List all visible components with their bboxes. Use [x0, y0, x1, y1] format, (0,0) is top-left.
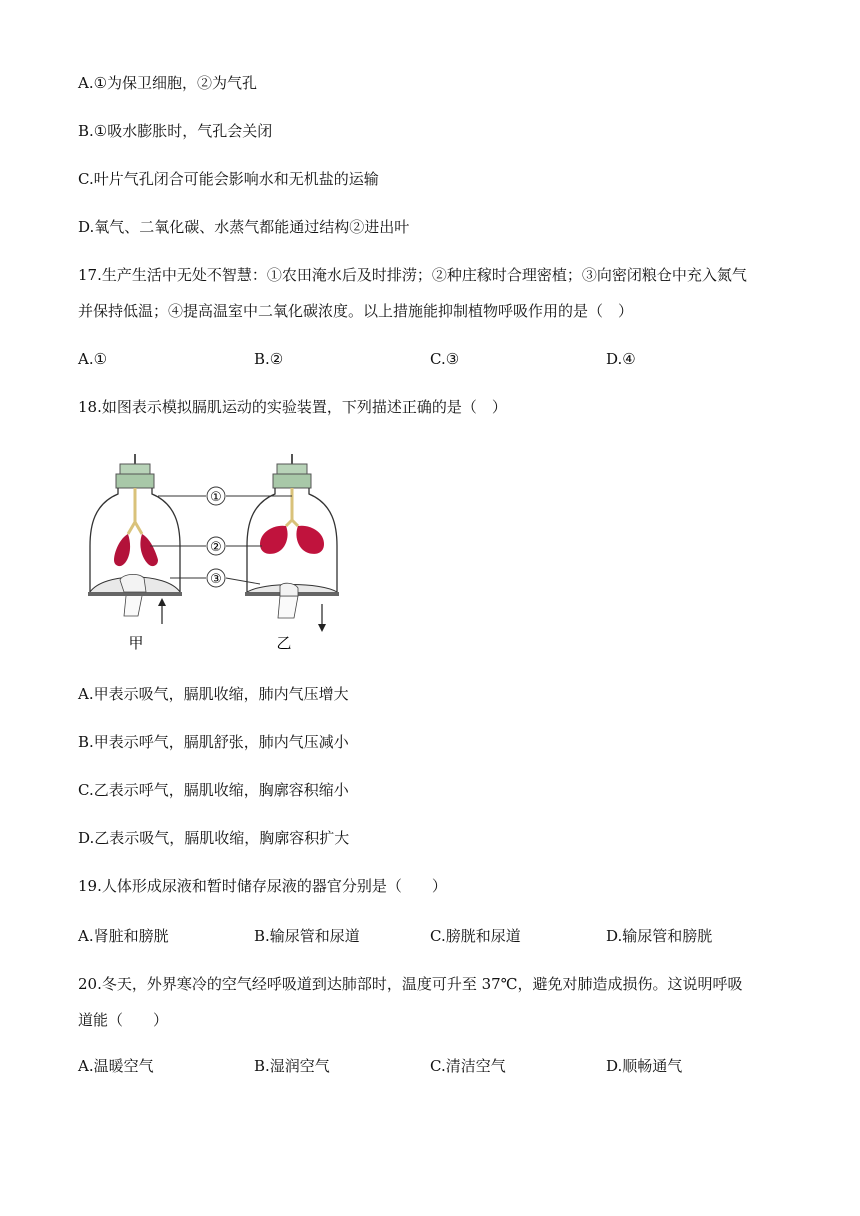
- callout-1: ①: [210, 490, 222, 505]
- q18-option-b: B.甲表示呼气，膈肌舒张，肺内气压减小: [78, 733, 349, 751]
- q18-option-a: A.甲表示吸气，膈肌收缩，肺内气压增大: [78, 685, 349, 703]
- diaphragm-model-figure: [84, 446, 374, 656]
- callout-2: ②: [210, 540, 222, 555]
- lung-right-small: [140, 534, 158, 566]
- q19-stem: 19.人体形成尿液和暂时储存尿液的器官分别是（ ）: [78, 877, 447, 895]
- q20-option-c: C.清洁空气: [430, 1057, 506, 1075]
- q19-option-b: B.输尿管和尿道: [254, 927, 360, 945]
- q17-stem-line-2: 并保持低温；④提高温室中二氧化碳浓度。以上措施能抑制植物呼吸作用的是（ ）: [78, 302, 634, 320]
- q19-option-a: A.肾脏和膀胱: [78, 927, 169, 945]
- q19-option-c: C.膀胱和尿道: [430, 927, 521, 945]
- q16-option-b: B.①吸水膨胀时，气孔会关闭: [78, 122, 273, 140]
- lung-left-small: [114, 534, 130, 566]
- q18-option-c: C.乙表示呼气，膈肌收缩，胸廓容积缩小: [78, 781, 349, 799]
- callout-3: ③: [210, 572, 222, 587]
- q16-option-d: D.氧气、二氧化碳、水蒸气都能通过结构②进出叶: [78, 218, 410, 236]
- bell-jar-right: [245, 454, 339, 632]
- lung-right-large: [296, 526, 324, 554]
- q17-option-d: D.④: [606, 350, 636, 368]
- q20-option-d: D.顺畅通气: [606, 1057, 683, 1075]
- q17-option-c: C.③: [430, 350, 460, 368]
- q19-option-d: D.输尿管和膀胱: [606, 927, 713, 945]
- q18-option-d: D.乙表示吸气，膈肌收缩，胸廓容积扩大: [78, 829, 350, 847]
- q20-option-b: B.湿润空气: [254, 1057, 330, 1075]
- q17-stem-line-1: 17.生产生活中无处不智慧：①农田淹水后及时排涝；②种庄稼时合理密植；③向密闭粮仓中充入氮气: [78, 266, 747, 284]
- bell-jar-left: [88, 454, 182, 624]
- q17-option-a: A.①: [78, 350, 108, 368]
- q20-option-a: A.温暖空气: [78, 1057, 154, 1075]
- q20-stem-line-2: 道能（ ）: [78, 1011, 169, 1029]
- figure-label-right: 乙: [276, 634, 292, 652]
- lung-left-large: [260, 526, 288, 554]
- q16-option-c: C.叶片气孔闭合可能会影响水和无机盐的运输: [78, 170, 379, 188]
- q20-stem-line-1: 20.冬天，外界寒冷的空气经呼吸道到达肺部时，温度可升至 37℃，避免对肺造成损伤。这说明呼吸: [78, 975, 743, 993]
- q16-option-a: A.①为保卫细胞，②为气孔: [78, 74, 258, 92]
- q18-stem: 18.如图表示模拟膈肌运动的实验装置，下列描述正确的是（ ）: [78, 398, 507, 416]
- q17-option-b: B.②: [254, 350, 284, 368]
- figure-label-left: 甲: [128, 634, 144, 652]
